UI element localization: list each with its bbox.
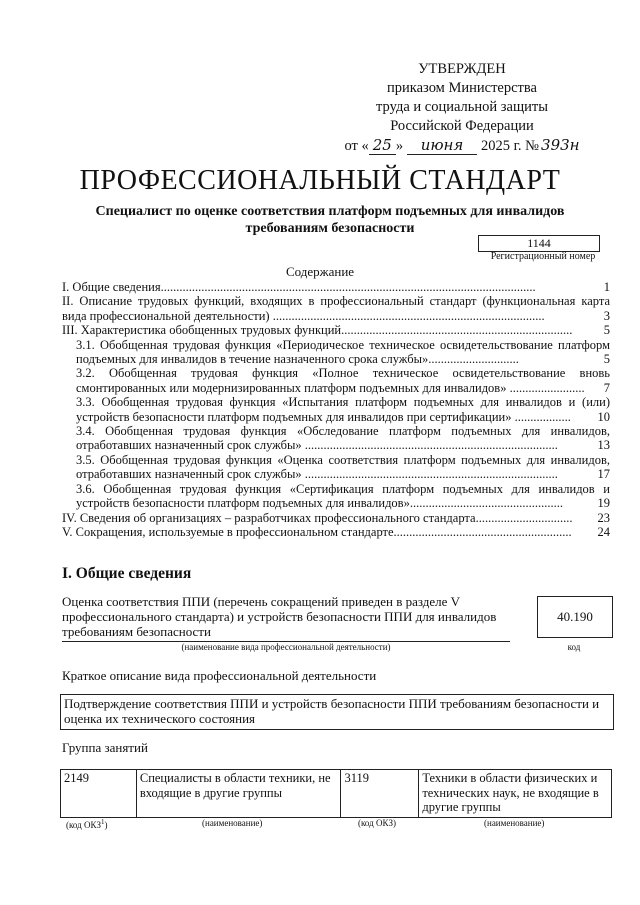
- toc-page: 10: [597, 409, 610, 424]
- date-mid: »: [395, 138, 404, 154]
- description-label: Краткое описание вида профессиональной деятельности: [62, 668, 377, 683]
- table-row: [61, 770, 612, 818]
- approval-date-line: [342, 136, 582, 156]
- toc-text: 3.5. Обобщенная трудовая функция «Оценка соответствия платформ подъемных для инвалидов, отработавших назначенный срок службы» .................................................................................: [76, 452, 610, 482]
- toc-item[interactable]: [62, 525, 610, 539]
- registration-number-label: Регистрационный номер: [490, 251, 596, 262]
- toc-text: III. Характеристика обобщенных трудовых функций..........................................................................: [62, 323, 573, 338]
- occupation-table: [60, 769, 612, 818]
- activity-code-box: 40.190: [537, 596, 613, 638]
- toc-text: I. Общие сведения........................................................................................................................: [62, 280, 536, 294]
- toc-item[interactable]: [62, 294, 610, 323]
- toc-page: 1: [603, 280, 610, 294]
- toc-page: 19: [597, 496, 610, 511]
- activity-kind-caption: (наименование вида профессиональной деятельности): [181, 642, 391, 652]
- toc-item[interactable]: [62, 338, 610, 367]
- okz-name-caption: (наименование): [484, 818, 545, 828]
- handwritten-order-number: 393н: [541, 136, 580, 154]
- toc-page: 13: [597, 438, 610, 453]
- okz-code-cell: 3119: [341, 770, 419, 818]
- handwritten-month: июня: [407, 136, 478, 155]
- toc-item[interactable]: [62, 280, 610, 294]
- footnote-mark[interactable]: 1: [101, 818, 105, 826]
- occupation-group-label: Группа занятий: [62, 740, 148, 755]
- section-heading: I. Общие сведения: [62, 565, 192, 582]
- toc-page: 7: [603, 380, 610, 395]
- approval-block: [342, 60, 582, 156]
- activity-kind-name: Оценка соответствия ППИ (перечень сокращений приведен в разделе V профессионального стандарта) и устройств безопасности ППИ для инвалидов требованиям безопасности: [62, 594, 510, 642]
- toc-page: 24: [597, 524, 610, 539]
- okz-code-caption: (код ОКЗ): [358, 818, 396, 828]
- toc-item[interactable]: [62, 453, 610, 482]
- table-of-contents: [62, 280, 610, 539]
- registration-number-box: 1144: [478, 235, 600, 252]
- toc-item[interactable]: [62, 323, 610, 337]
- toc-text: IV. Сведения об организациях – разработчиках профессионального стандарта...............................: [62, 510, 573, 525]
- toc-page: 3: [603, 308, 610, 323]
- toc-text: 3.2. Обобщенная трудовая функция «Полное техническое освидетельствование вновь смонтированных или модернизированных платформ подъемных для инвалидов» ........................: [76, 366, 610, 395]
- toc-item[interactable]: [62, 366, 610, 395]
- approval-heading: УТВЕРЖДЕН: [418, 61, 506, 77]
- toc-text: V. Сокращения, используемые в профессиональном стандарте.........................................................: [62, 524, 572, 539]
- document-subtitle: Специалист по оценке соответствия платформ подъемных для инвалидов требованиям безопасности: [95, 204, 565, 236]
- toc-item[interactable]: [62, 395, 610, 424]
- toc-page: 5: [603, 352, 610, 367]
- toc-page: 17: [597, 467, 610, 482]
- description-box: Подтверждение соответствия ППИ и устройств безопасности ППИ требованиям безопасности и оценка их технического состояния: [60, 694, 614, 730]
- toc-item[interactable]: [62, 482, 610, 511]
- approval-line: труда и социальной защиты: [376, 99, 548, 115]
- activity-code-caption: код: [567, 642, 581, 652]
- approval-line: Российской Федерации: [390, 118, 534, 134]
- toc-text: 3.3. Обобщенная трудовая функция «Испытания платформ подъемных для инвалидов и (или) устройств безопасности платформ подъемных для инвалидов при сертификации» ..................: [76, 395, 610, 424]
- toc-item[interactable]: [62, 511, 610, 525]
- document-title: ПРОФЕССИОНАЛЬНЫЙ СТАНДАРТ: [79, 165, 561, 196]
- toc-text: II. Описание трудовых функций, входящих в профессиональный стандарт (функциональная карта вида профессиональной деятельности) .......................................................................................: [62, 294, 610, 323]
- toc-text: 3.4. Обобщенная трудовая функция «Обследование платформ подъемных для инвалидов, отработавших назначенный срок службы» .................................................................................: [76, 424, 610, 453]
- toc-text: 3.1. Обобщенная трудовая функция «Периодическое техническое освидетельствование платформ подъемных для инвалидов в течение назначенного срока службы».............................: [76, 337, 610, 367]
- okz-name-cell: Техники в области физических и технических наук, не входящие в другие группы: [419, 770, 612, 818]
- contents-title: Содержание: [285, 264, 355, 279]
- toc-page: 5: [603, 323, 610, 338]
- year-text: 2025 г. №: [481, 138, 540, 154]
- approval-line: приказом Министерства: [387, 80, 537, 96]
- date-prefix: от «: [344, 138, 369, 154]
- handwritten-day: 25: [369, 136, 396, 155]
- okz-name-caption: (наименование): [202, 818, 263, 828]
- toc-text: 3.6. Обобщенная трудовая функция «Сертификация платформ подъемных для инвалидов и устройств безопасности платформ подъемных для инвалидов».................................................: [76, 481, 610, 511]
- toc-page: 23: [597, 510, 610, 525]
- okz-name-cell: Специалисты в области техники, не входящие в другие группы: [136, 770, 341, 818]
- toc-item[interactable]: [62, 424, 610, 453]
- okz-code-cell: 2149: [61, 770, 137, 818]
- okz-code-caption: (код ОКЗ$^1$): [66, 818, 108, 830]
